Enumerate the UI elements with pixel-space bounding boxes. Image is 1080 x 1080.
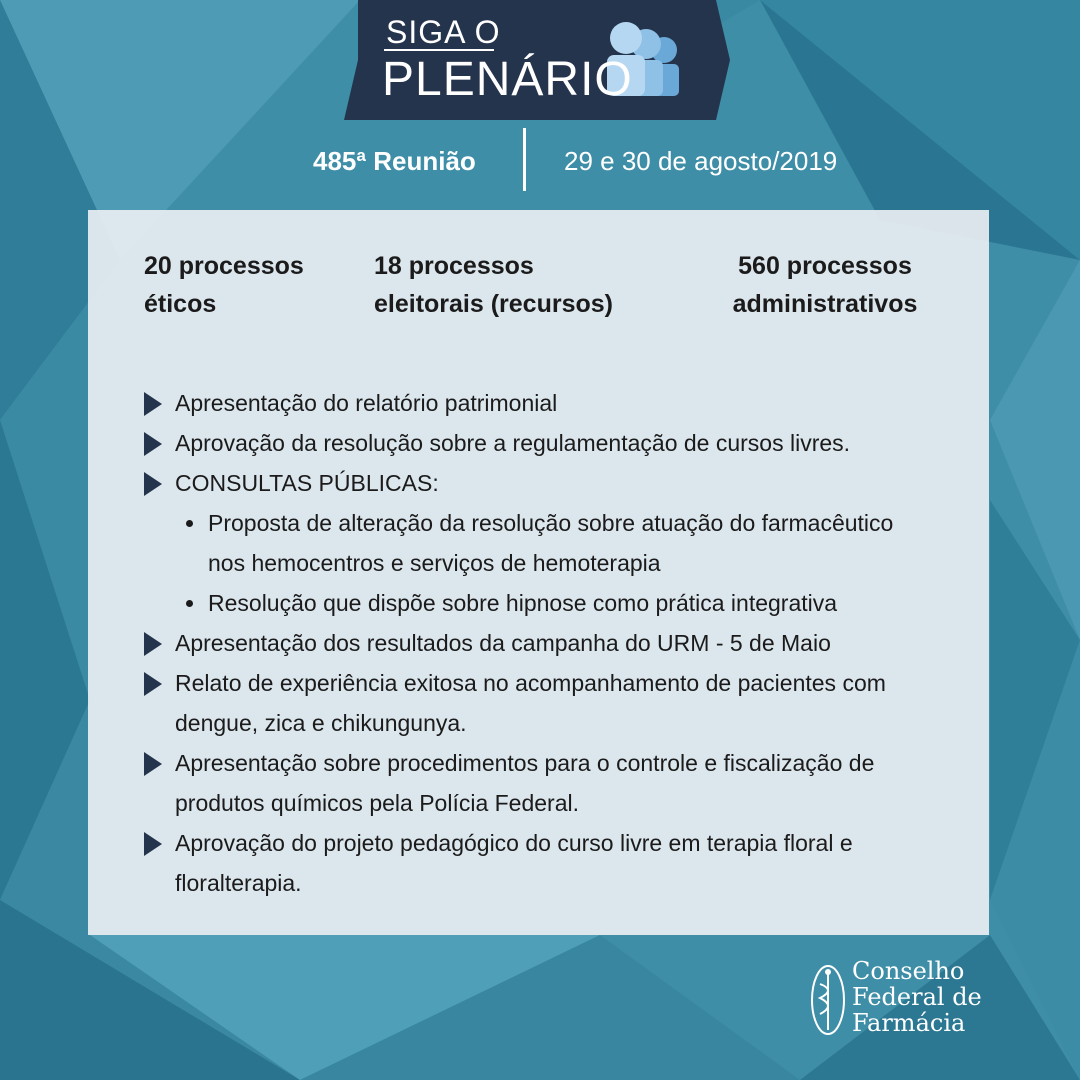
logo-wordmark <box>852 958 982 1036</box>
meeting-number: 485ª Reunião <box>313 146 476 176</box>
triangle-bullet-icon <box>144 432 162 456</box>
caduceus-emblem-icon <box>808 960 848 1040</box>
agenda-item-text: Apresentação dos resultados da campanha do URM - 5 de Maio <box>175 630 831 656</box>
stat-administrativos-label: administrativos <box>732 290 918 318</box>
triangle-bullet-icon <box>144 832 162 856</box>
stat-eticos-label: éticos <box>144 290 217 318</box>
stat-eticos <box>144 247 304 323</box>
consulta-item-text: Proposta de alteração da resolução sobre atuação do farmacêutico nos hemocentros e serviços de hemoterapia <box>208 510 894 576</box>
meeting-dates: 29 e 30 de agosto/2019 <box>564 146 838 176</box>
brand-line-1: SIGA O <box>386 14 501 50</box>
triangle-bullet-icon <box>144 472 162 496</box>
triangle-bullet-icon <box>144 752 162 776</box>
triangle-bullet-icon <box>144 392 162 416</box>
triangle-bullet-icon <box>144 672 162 696</box>
agenda-item-text: CONSULTAS PÚBLICAS: <box>175 470 439 496</box>
triangle-bullet-icon <box>144 632 162 656</box>
agenda-item-text: Relato de experiência exitosa no acompanhamento de pacientes com dengue, zica e chikungunya. <box>175 670 886 736</box>
stat-eleitorais-count: 18 processos <box>374 252 534 280</box>
cff-logo <box>808 958 988 1042</box>
dot-bullet-icon <box>186 600 193 607</box>
logo-line-3: Farmácia <box>852 1009 966 1037</box>
header-divider <box>523 128 526 191</box>
logo-line-2: Federal de <box>852 983 982 1011</box>
agenda-item-text: Apresentação do relatório patrimonial <box>175 390 558 416</box>
stat-administrativos-count: 560 processos <box>738 252 912 280</box>
stat-eleitorais-label: eleitorais (recursos) <box>374 290 613 318</box>
consulta-item-text: Resolução que dispõe sobre hipnose como prática integrativa <box>208 590 838 616</box>
brand-line-2: PLENÁRIO <box>382 53 633 106</box>
agenda-item-text: Aprovação da resolução sobre a regulamentação de cursos livres. <box>175 430 851 456</box>
stat-administrativos <box>720 247 930 323</box>
stat-eleitorais <box>374 247 613 323</box>
stat-eticos-count: 20 processos <box>144 252 304 280</box>
agenda-item-text: Apresentação sobre procedimentos para o controle e fiscalização de produtos químicos pela Polícia Federal. <box>175 750 875 816</box>
agenda-item-text: Aprovação do projeto pedagógico do curso livre em terapia floral e floralterapia. <box>175 830 853 896</box>
logo-line-1: Conselho <box>852 957 965 985</box>
dot-bullet-icon <box>186 520 193 527</box>
